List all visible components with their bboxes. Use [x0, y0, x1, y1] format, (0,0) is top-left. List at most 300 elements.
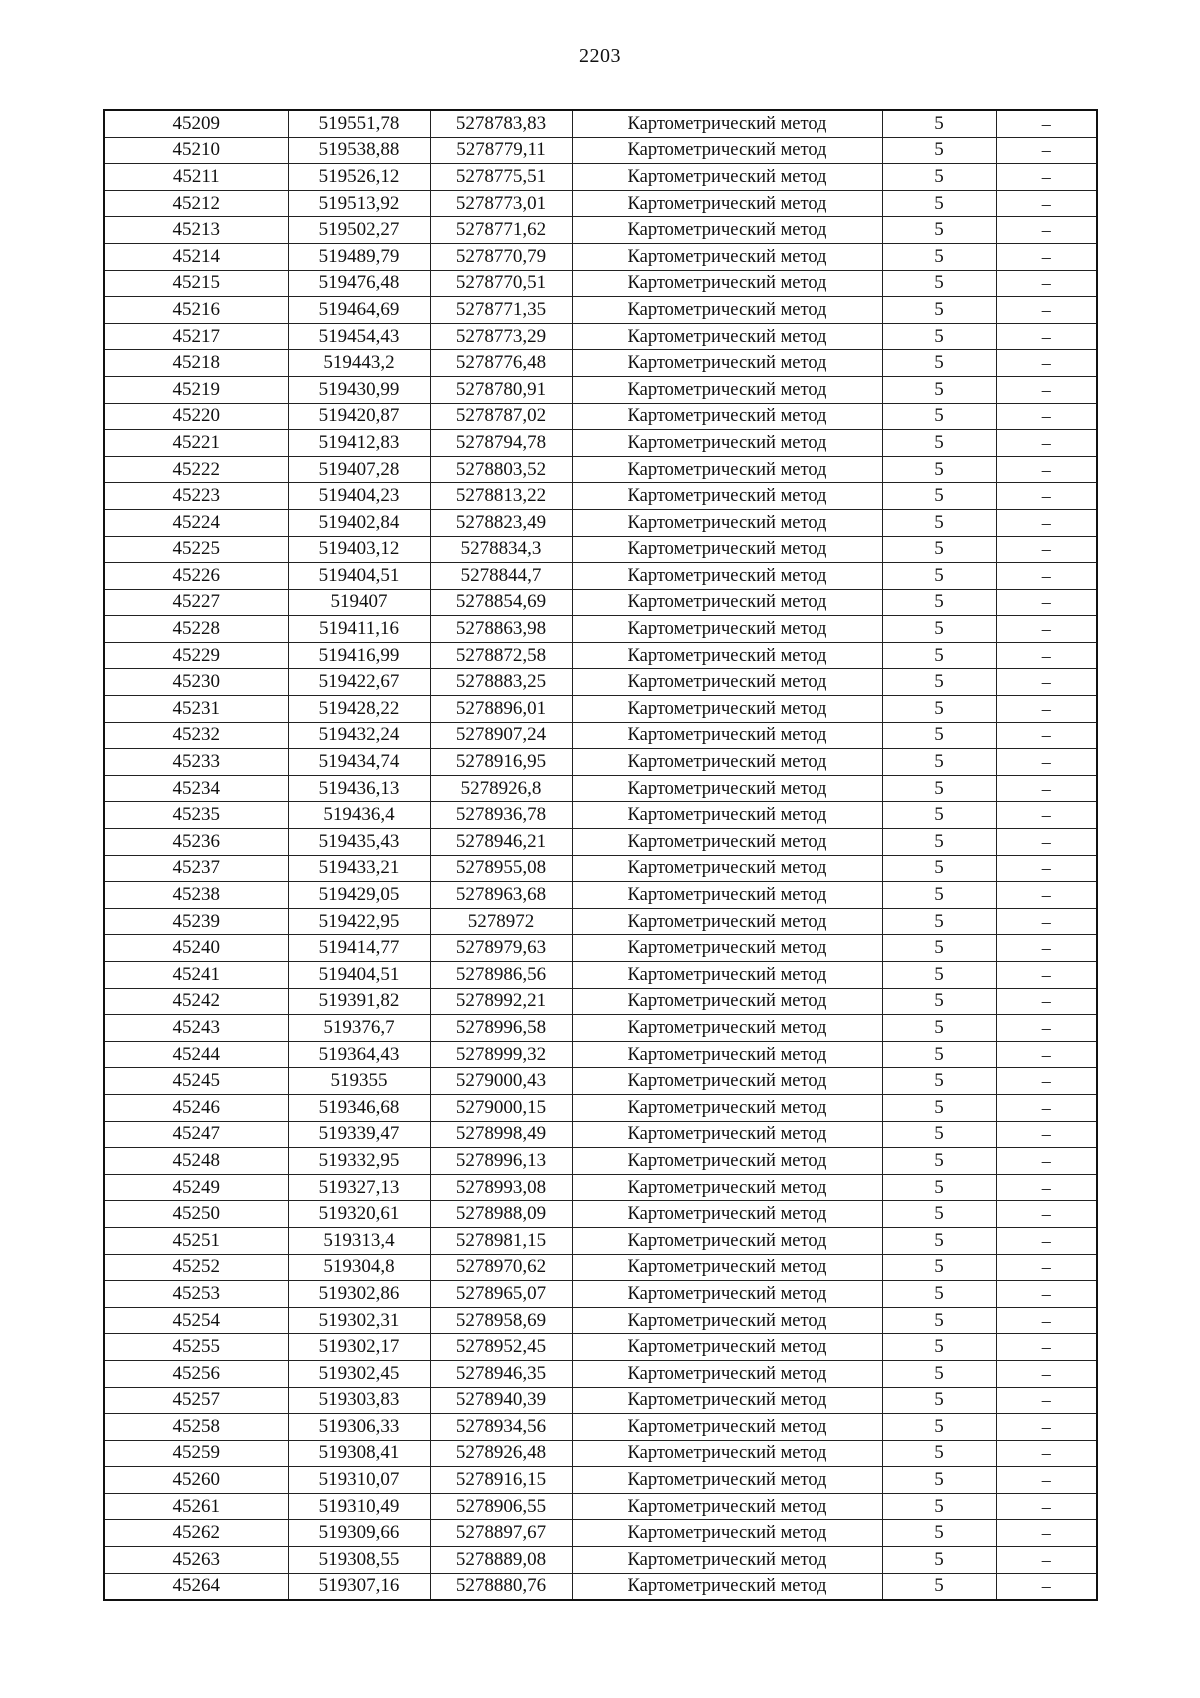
- y-coordinate-cell: 5278775,51: [430, 164, 572, 191]
- table-row: [104, 1307, 1097, 1334]
- point-number-cell: 45256: [104, 1360, 288, 1387]
- x-coordinate-cell: 519346,68: [288, 1094, 430, 1121]
- note-cell: –: [996, 1547, 1097, 1574]
- note-cell: –: [996, 1307, 1097, 1334]
- note-cell: –: [996, 323, 1097, 350]
- note-cell: –: [996, 190, 1097, 217]
- table-row: [104, 456, 1097, 483]
- note-cell: –: [996, 1148, 1097, 1175]
- x-coordinate-cell: 519538,88: [288, 137, 430, 164]
- note-cell: –: [996, 376, 1097, 403]
- accuracy-cell: 5: [882, 1387, 996, 1414]
- x-coordinate-cell: 519412,83: [288, 430, 430, 457]
- method-cell: Картометрический метод: [572, 855, 882, 882]
- note-cell: –: [996, 1015, 1097, 1042]
- table-row: [104, 589, 1097, 616]
- point-number-cell: 45225: [104, 536, 288, 563]
- method-cell: Картометрический метод: [572, 1281, 882, 1308]
- table-row: [104, 669, 1097, 696]
- accuracy-cell: 5: [882, 456, 996, 483]
- x-coordinate-cell: 519332,95: [288, 1148, 430, 1175]
- method-cell: Картометрический метод: [572, 749, 882, 776]
- method-cell: Картометрический метод: [572, 882, 882, 909]
- table-row: [104, 509, 1097, 536]
- point-number-cell: 45235: [104, 802, 288, 829]
- table-row: [104, 323, 1097, 350]
- note-cell: –: [996, 1573, 1097, 1600]
- method-cell: Картометрический метод: [572, 1068, 882, 1095]
- accuracy-cell: 5: [882, 616, 996, 643]
- y-coordinate-cell: 5278773,01: [430, 190, 572, 217]
- y-coordinate-cell: 5278934,56: [430, 1414, 572, 1441]
- method-cell: Картометрический метод: [572, 722, 882, 749]
- x-coordinate-cell: 519403,12: [288, 536, 430, 563]
- method-cell: Картометрический метод: [572, 137, 882, 164]
- x-coordinate-cell: 519433,21: [288, 855, 430, 882]
- accuracy-cell: 5: [882, 935, 996, 962]
- y-coordinate-cell: 5278952,45: [430, 1334, 572, 1361]
- method-cell: Картометрический метод: [572, 1121, 882, 1148]
- accuracy-cell: 5: [882, 1547, 996, 1574]
- method-cell: Картометрический метод: [572, 323, 882, 350]
- table-row: [104, 908, 1097, 935]
- table-row: [104, 1041, 1097, 1068]
- point-number-cell: 45247: [104, 1121, 288, 1148]
- point-number-cell: 45253: [104, 1281, 288, 1308]
- y-coordinate-cell: 5278880,76: [430, 1573, 572, 1600]
- table-row: [104, 1360, 1097, 1387]
- x-coordinate-cell: 519306,33: [288, 1414, 430, 1441]
- y-coordinate-cell: 5278988,09: [430, 1201, 572, 1228]
- x-coordinate-cell: 519428,22: [288, 696, 430, 723]
- point-number-cell: 45230: [104, 669, 288, 696]
- method-cell: Картометрический метод: [572, 297, 882, 324]
- x-coordinate-cell: 519422,95: [288, 908, 430, 935]
- x-coordinate-cell: 519513,92: [288, 190, 430, 217]
- x-coordinate-cell: 519404,51: [288, 962, 430, 989]
- x-coordinate-cell: 519402,84: [288, 509, 430, 536]
- x-coordinate-cell: 519308,55: [288, 1547, 430, 1574]
- y-coordinate-cell: 5278896,01: [430, 696, 572, 723]
- y-coordinate-cell: 5278926,48: [430, 1440, 572, 1467]
- note-cell: –: [996, 1174, 1097, 1201]
- x-coordinate-cell: 519436,13: [288, 775, 430, 802]
- accuracy-cell: 5: [882, 217, 996, 244]
- y-coordinate-cell: 5278776,48: [430, 350, 572, 377]
- x-coordinate-cell: 519327,13: [288, 1174, 430, 1201]
- method-cell: Картометрический метод: [572, 376, 882, 403]
- accuracy-cell: 5: [882, 962, 996, 989]
- method-cell: Картометрический метод: [572, 110, 882, 137]
- table-row: [104, 882, 1097, 909]
- method-cell: Картометрический метод: [572, 243, 882, 270]
- point-number-cell: 45239: [104, 908, 288, 935]
- x-coordinate-cell: 519476,48: [288, 270, 430, 297]
- note-cell: –: [996, 137, 1097, 164]
- accuracy-cell: 5: [882, 270, 996, 297]
- x-coordinate-cell: 519551,78: [288, 110, 430, 137]
- y-coordinate-cell: 5278863,98: [430, 616, 572, 643]
- accuracy-cell: 5: [882, 137, 996, 164]
- x-coordinate-cell: 519302,86: [288, 1281, 430, 1308]
- point-number-cell: 45227: [104, 589, 288, 616]
- table-row: [104, 137, 1097, 164]
- note-cell: –: [996, 509, 1097, 536]
- accuracy-cell: 5: [882, 802, 996, 829]
- method-cell: Картометрический метод: [572, 1015, 882, 1042]
- y-coordinate-cell: 5278946,21: [430, 829, 572, 856]
- y-coordinate-cell: 5278803,52: [430, 456, 572, 483]
- table-row: [104, 1493, 1097, 1520]
- x-coordinate-cell: 519435,43: [288, 829, 430, 856]
- x-coordinate-cell: 519407: [288, 589, 430, 616]
- table-row: [104, 563, 1097, 590]
- method-cell: Картометрический метод: [572, 1148, 882, 1175]
- point-number-cell: 45212: [104, 190, 288, 217]
- method-cell: Картометрический метод: [572, 1414, 882, 1441]
- method-cell: Картометрический метод: [572, 1493, 882, 1520]
- y-coordinate-cell: 5278787,02: [430, 403, 572, 430]
- table-row: [104, 1015, 1097, 1042]
- accuracy-cell: 5: [882, 1493, 996, 1520]
- y-coordinate-cell: 5278844,7: [430, 563, 572, 590]
- point-number-cell: 45222: [104, 456, 288, 483]
- method-cell: Картометрический метод: [572, 1467, 882, 1494]
- note-cell: –: [996, 1467, 1097, 1494]
- note-cell: –: [996, 1254, 1097, 1281]
- accuracy-cell: 5: [882, 1440, 996, 1467]
- y-coordinate-cell: 5278996,58: [430, 1015, 572, 1042]
- point-number-cell: 45232: [104, 722, 288, 749]
- point-number-cell: 45236: [104, 829, 288, 856]
- accuracy-cell: 5: [882, 1360, 996, 1387]
- point-number-cell: 45263: [104, 1547, 288, 1574]
- table-row: [104, 376, 1097, 403]
- y-coordinate-cell: 5278958,69: [430, 1307, 572, 1334]
- table-row: [104, 988, 1097, 1015]
- point-number-cell: 45231: [104, 696, 288, 723]
- method-cell: Картометрический метод: [572, 1440, 882, 1467]
- accuracy-cell: 5: [882, 1281, 996, 1308]
- method-cell: Картометрический метод: [572, 403, 882, 430]
- table-row: [104, 1387, 1097, 1414]
- y-coordinate-cell: 5278979,63: [430, 935, 572, 962]
- accuracy-cell: 5: [882, 403, 996, 430]
- point-number-cell: 45209: [104, 110, 288, 137]
- table-row: [104, 430, 1097, 457]
- x-coordinate-cell: 519429,05: [288, 882, 430, 909]
- y-coordinate-cell: 5279000,15: [430, 1094, 572, 1121]
- x-coordinate-cell: 519355: [288, 1068, 430, 1095]
- coordinates-table: [103, 109, 1098, 1601]
- x-coordinate-cell: 519454,43: [288, 323, 430, 350]
- note-cell: –: [996, 722, 1097, 749]
- note-cell: –: [996, 483, 1097, 510]
- accuracy-cell: 5: [882, 323, 996, 350]
- note-cell: –: [996, 456, 1097, 483]
- accuracy-cell: 5: [882, 190, 996, 217]
- method-cell: Картометрический метод: [572, 1094, 882, 1121]
- point-number-cell: 45214: [104, 243, 288, 270]
- note-cell: –: [996, 616, 1097, 643]
- note-cell: –: [996, 802, 1097, 829]
- accuracy-cell: 5: [882, 1334, 996, 1361]
- table-row: [104, 403, 1097, 430]
- accuracy-cell: 5: [882, 1201, 996, 1228]
- table-row: [104, 536, 1097, 563]
- table-row: [104, 1573, 1097, 1600]
- note-cell: –: [996, 297, 1097, 324]
- note-cell: –: [996, 1227, 1097, 1254]
- point-number-cell: 45218: [104, 350, 288, 377]
- x-coordinate-cell: 519310,07: [288, 1467, 430, 1494]
- note-cell: –: [996, 935, 1097, 962]
- note-cell: –: [996, 988, 1097, 1015]
- accuracy-cell: 5: [882, 1414, 996, 1441]
- accuracy-cell: 5: [882, 1121, 996, 1148]
- accuracy-cell: 5: [882, 1254, 996, 1281]
- x-coordinate-cell: 519411,16: [288, 616, 430, 643]
- point-number-cell: 45244: [104, 1041, 288, 1068]
- accuracy-cell: 5: [882, 1520, 996, 1547]
- point-number-cell: 45260: [104, 1467, 288, 1494]
- y-coordinate-cell: 5278946,35: [430, 1360, 572, 1387]
- table-row: [104, 1520, 1097, 1547]
- note-cell: –: [996, 1121, 1097, 1148]
- accuracy-cell: 5: [882, 882, 996, 909]
- accuracy-cell: 5: [882, 430, 996, 457]
- y-coordinate-cell: 5278823,49: [430, 509, 572, 536]
- y-coordinate-cell: 5278854,69: [430, 589, 572, 616]
- y-coordinate-cell: 5278955,08: [430, 855, 572, 882]
- accuracy-cell: 5: [882, 669, 996, 696]
- accuracy-cell: 5: [882, 908, 996, 935]
- note-cell: –: [996, 908, 1097, 935]
- accuracy-cell: 5: [882, 536, 996, 563]
- table-row: [104, 1281, 1097, 1308]
- y-coordinate-cell: 5278936,78: [430, 802, 572, 829]
- point-number-cell: 45251: [104, 1227, 288, 1254]
- note-cell: –: [996, 164, 1097, 191]
- table-row: [104, 935, 1097, 962]
- accuracy-cell: 5: [882, 243, 996, 270]
- note-cell: –: [996, 110, 1097, 137]
- y-coordinate-cell: 5278780,91: [430, 376, 572, 403]
- method-cell: Картометрический метод: [572, 1360, 882, 1387]
- point-number-cell: 45220: [104, 403, 288, 430]
- table-row: [104, 164, 1097, 191]
- point-number-cell: 45213: [104, 217, 288, 244]
- accuracy-cell: 5: [882, 1573, 996, 1600]
- accuracy-cell: 5: [882, 1068, 996, 1095]
- x-coordinate-cell: 519416,99: [288, 642, 430, 669]
- note-cell: –: [996, 1281, 1097, 1308]
- note-cell: –: [996, 1201, 1097, 1228]
- method-cell: Картометрический метод: [572, 190, 882, 217]
- note-cell: –: [996, 403, 1097, 430]
- point-number-cell: 45242: [104, 988, 288, 1015]
- point-number-cell: 45224: [104, 509, 288, 536]
- y-coordinate-cell: 5278897,67: [430, 1520, 572, 1547]
- table-row: [104, 642, 1097, 669]
- point-number-cell: 45237: [104, 855, 288, 882]
- method-cell: Картометрический метод: [572, 536, 882, 563]
- point-number-cell: 45249: [104, 1174, 288, 1201]
- y-coordinate-cell: 5278996,13: [430, 1148, 572, 1175]
- method-cell: Картометрический метод: [572, 589, 882, 616]
- point-number-cell: 45228: [104, 616, 288, 643]
- point-number-cell: 45259: [104, 1440, 288, 1467]
- x-coordinate-cell: 519489,79: [288, 243, 430, 270]
- point-number-cell: 45254: [104, 1307, 288, 1334]
- point-number-cell: 45219: [104, 376, 288, 403]
- note-cell: –: [996, 1520, 1097, 1547]
- y-coordinate-cell: 5278872,58: [430, 642, 572, 669]
- point-number-cell: 45217: [104, 323, 288, 350]
- table-row: [104, 1547, 1097, 1574]
- method-cell: Картометрический метод: [572, 430, 882, 457]
- table-row: [104, 696, 1097, 723]
- method-cell: Картометрический метод: [572, 962, 882, 989]
- accuracy-cell: 5: [882, 775, 996, 802]
- x-coordinate-cell: 519304,8: [288, 1254, 430, 1281]
- accuracy-cell: 5: [882, 164, 996, 191]
- method-cell: Картометрический метод: [572, 217, 882, 244]
- point-number-cell: 45245: [104, 1068, 288, 1095]
- accuracy-cell: 5: [882, 589, 996, 616]
- accuracy-cell: 5: [882, 696, 996, 723]
- method-cell: Картометрический метод: [572, 696, 882, 723]
- x-coordinate-cell: 519310,49: [288, 1493, 430, 1520]
- method-cell: Картометрический метод: [572, 1254, 882, 1281]
- x-coordinate-cell: 519432,24: [288, 722, 430, 749]
- accuracy-cell: 5: [882, 376, 996, 403]
- x-coordinate-cell: 519364,43: [288, 1041, 430, 1068]
- y-coordinate-cell: 5278916,95: [430, 749, 572, 776]
- note-cell: –: [996, 642, 1097, 669]
- note-cell: –: [996, 1041, 1097, 1068]
- y-coordinate-cell: 5278972: [430, 908, 572, 935]
- accuracy-cell: 5: [882, 855, 996, 882]
- point-number-cell: 45250: [104, 1201, 288, 1228]
- y-coordinate-cell: 5278771,35: [430, 297, 572, 324]
- x-coordinate-cell: 519436,4: [288, 802, 430, 829]
- table-row: [104, 297, 1097, 324]
- accuracy-cell: 5: [882, 1094, 996, 1121]
- y-coordinate-cell: 5278771,62: [430, 217, 572, 244]
- x-coordinate-cell: 519309,66: [288, 1520, 430, 1547]
- table-row: [104, 802, 1097, 829]
- method-cell: Картометрический метод: [572, 1334, 882, 1361]
- x-coordinate-cell: 519407,28: [288, 456, 430, 483]
- table-row: [104, 962, 1097, 989]
- accuracy-cell: 5: [882, 509, 996, 536]
- note-cell: –: [996, 696, 1097, 723]
- x-coordinate-cell: 519308,41: [288, 1440, 430, 1467]
- x-coordinate-cell: 519302,45: [288, 1360, 430, 1387]
- accuracy-cell: 5: [882, 1307, 996, 1334]
- y-coordinate-cell: 5278981,15: [430, 1227, 572, 1254]
- note-cell: –: [996, 589, 1097, 616]
- accuracy-cell: 5: [882, 1041, 996, 1068]
- y-coordinate-cell: 5278794,78: [430, 430, 572, 457]
- table-row: [104, 722, 1097, 749]
- y-coordinate-cell: 5278770,79: [430, 243, 572, 270]
- method-cell: Картометрический метод: [572, 1227, 882, 1254]
- note-cell: –: [996, 1440, 1097, 1467]
- x-coordinate-cell: 519464,69: [288, 297, 430, 324]
- point-number-cell: 45243: [104, 1015, 288, 1042]
- method-cell: Картометрический метод: [572, 483, 882, 510]
- point-number-cell: 45258: [104, 1414, 288, 1441]
- x-coordinate-cell: 519422,67: [288, 669, 430, 696]
- point-number-cell: 45261: [104, 1493, 288, 1520]
- accuracy-cell: 5: [882, 1174, 996, 1201]
- note-cell: –: [996, 855, 1097, 882]
- table-row: [104, 1227, 1097, 1254]
- method-cell: Картометрический метод: [572, 1573, 882, 1600]
- x-coordinate-cell: 519391,82: [288, 988, 430, 1015]
- y-coordinate-cell: 5278940,39: [430, 1387, 572, 1414]
- note-cell: –: [996, 829, 1097, 856]
- table-row: [104, 1121, 1097, 1148]
- x-coordinate-cell: 519320,61: [288, 1201, 430, 1228]
- note-cell: –: [996, 749, 1097, 776]
- table-row: [104, 1467, 1097, 1494]
- table-row: [104, 1414, 1097, 1441]
- page-number: 2203: [579, 45, 621, 67]
- table-row: [104, 483, 1097, 510]
- x-coordinate-cell: 519303,83: [288, 1387, 430, 1414]
- point-number-cell: 45210: [104, 137, 288, 164]
- point-number-cell: 45229: [104, 642, 288, 669]
- method-cell: Картометрический метод: [572, 669, 882, 696]
- method-cell: Картометрический метод: [572, 988, 882, 1015]
- x-coordinate-cell: 519420,87: [288, 403, 430, 430]
- table-row: [104, 1068, 1097, 1095]
- accuracy-cell: 5: [882, 1015, 996, 1042]
- accuracy-cell: 5: [882, 749, 996, 776]
- table-row: [104, 110, 1097, 137]
- y-coordinate-cell: 5278970,62: [430, 1254, 572, 1281]
- method-cell: Картометрический метод: [572, 1547, 882, 1574]
- method-cell: Картометрический метод: [572, 1387, 882, 1414]
- method-cell: Картометрический метод: [572, 456, 882, 483]
- method-cell: Картометрический метод: [572, 164, 882, 191]
- accuracy-cell: 5: [882, 988, 996, 1015]
- note-cell: –: [996, 243, 1097, 270]
- table-row: [104, 775, 1097, 802]
- point-number-cell: 45233: [104, 749, 288, 776]
- accuracy-cell: 5: [882, 110, 996, 137]
- note-cell: –: [996, 962, 1097, 989]
- note-cell: –: [996, 1094, 1097, 1121]
- accuracy-cell: 5: [882, 1227, 996, 1254]
- point-number-cell: 45240: [104, 935, 288, 962]
- x-coordinate-cell: 519414,77: [288, 935, 430, 962]
- table-row: [104, 829, 1097, 856]
- y-coordinate-cell: 5278889,08: [430, 1547, 572, 1574]
- note-cell: –: [996, 270, 1097, 297]
- y-coordinate-cell: 5278999,32: [430, 1041, 572, 1068]
- method-cell: Картометрический метод: [572, 1307, 882, 1334]
- y-coordinate-cell: 5278773,29: [430, 323, 572, 350]
- point-number-cell: 45252: [104, 1254, 288, 1281]
- coordinates-table-body: [104, 110, 1097, 1600]
- method-cell: Картометрический метод: [572, 350, 882, 377]
- x-coordinate-cell: 519376,7: [288, 1015, 430, 1042]
- method-cell: Картометрический метод: [572, 775, 882, 802]
